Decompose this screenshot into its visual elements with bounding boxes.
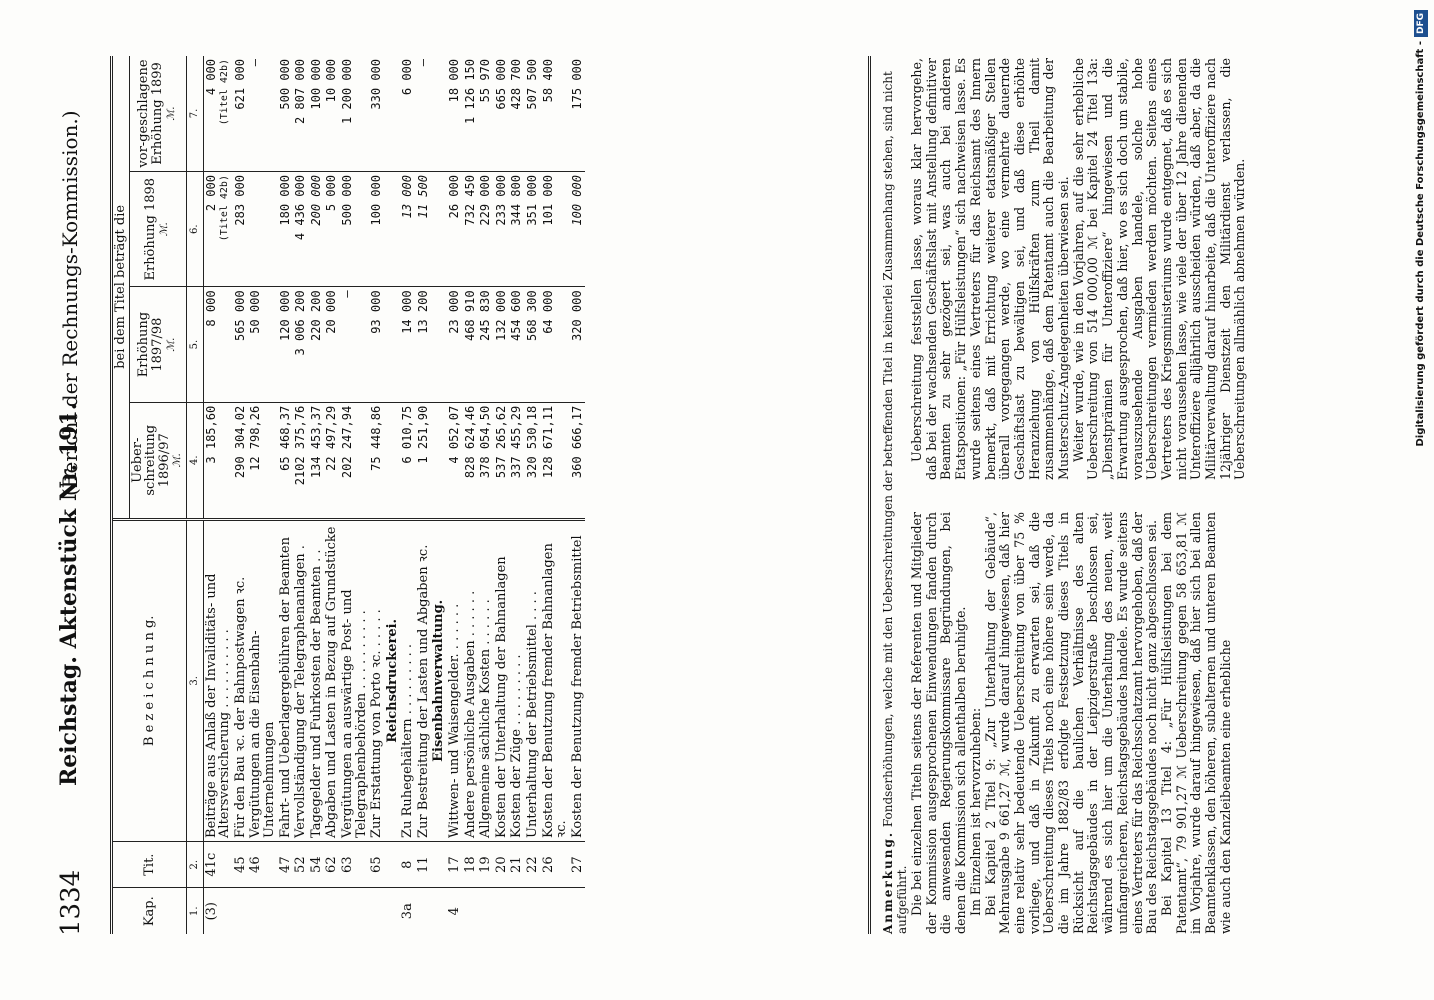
cell-erhoehung-1898: 13 000 [400, 172, 416, 287]
cell-erhoehung-1898: 200 000 [309, 172, 325, 287]
cell-erhoehung-1897: 20 000 [324, 287, 340, 402]
col-header-kap: Kap. [112, 888, 187, 934]
cell-erhoehung-1898: 26 000 [447, 172, 463, 287]
cell-erhoehung-1898: 5 000 [324, 172, 340, 287]
cell-erhoehung-1897: 3 006 200 [293, 287, 309, 402]
dfg-logo: DFG [1414, 10, 1428, 37]
cell-erhoehung-1897: 132 000 [494, 287, 510, 402]
cell-ueberschreitung: 65 468,37 [278, 402, 294, 519]
col-header-5: Erhöhung 1897/98 ℳ. [129, 287, 186, 402]
page-header [56, 56, 96, 936]
cell-kap [570, 888, 586, 934]
table-row [248, 56, 277, 934]
cell-erhoehung-1897: 565 000 [233, 287, 249, 402]
col-number: 3. [186, 519, 203, 841]
cell-bezeichnung: Abgaben und Lasten in Bezug auf Grundstücke [324, 519, 340, 841]
cell-tit: 19 [478, 841, 494, 887]
cell-tit: 18 [463, 841, 479, 887]
cell-ueberschreitung: 4 052,07 [447, 402, 463, 519]
cell-tit: 21 [509, 841, 525, 887]
table-row [324, 56, 340, 934]
cell-erhoehung-1899: 175 000 [570, 56, 586, 172]
cell-kap [340, 888, 369, 934]
col-number: 1. [186, 888, 203, 934]
cell-kap: (3) [203, 901, 219, 921]
cell-erhoehung-1898: 233 000 [494, 172, 510, 287]
digitization-text: Digitalisierung gefördert durch die Deutsche Forschungsgemeinschaft - [1415, 41, 1426, 447]
cell-erhoehung-1897: 245 830 [478, 287, 494, 402]
cell-bezeichnung: Zur Erstattung von Porto ꝛc. . . . . . [369, 519, 385, 841]
page-subtitle: (Bericht der Rechnungs-Kommission.) [58, 110, 82, 496]
cell-kap: 3a [400, 903, 416, 920]
table-row [233, 56, 249, 934]
cell-kap [478, 888, 494, 934]
cell-bezeichnung: Für den Bau ꝛc. der Bahnpostwagen ꝛc. [233, 519, 249, 841]
cell-erhoehung-1897: 64 000 [541, 287, 570, 402]
cell-bezeichnung: Kosten der Züge . . . . . . . . . [509, 519, 525, 841]
cell-bezeichnung: Wittwen- und Waisengelder. . . . . . . [447, 519, 463, 841]
paragraph: Die bei einzelnen Titeln seitens der Referenten und Mitglieder der Kommission ausgesprochenen Einwendungen fanden durch die anwesenden Regierungskommissare Begründungen, bei denen die Kommission sich allenthalben beruhigte. [909, 512, 969, 934]
text-column-left [910, 512, 1233, 934]
table-row [369, 56, 385, 934]
cell-erhoehung-1897: 23 000 [447, 287, 463, 402]
cell-ueberschreitung: 337 455,29 [509, 402, 525, 519]
cell-erhoehung-1899: 4 000 (Titel 42b) [203, 56, 233, 172]
footnote-text: Fondserhöhungen, welche mit den Ueberschreitungen der betreffenden Titel in keinerlei Zusammenhang stehen, sind nicht aufgeführt. [881, 71, 909, 934]
cell-kap [416, 888, 432, 934]
cell-erhoehung-1898: 100 000 [570, 172, 586, 287]
table-row [525, 56, 541, 934]
cell-kap [369, 888, 385, 934]
col-header-tit: Tit. [112, 841, 187, 887]
cell-ueberschreitung: 75 448,86 [369, 402, 385, 519]
cell-erhoehung-1899: 621 000 [233, 56, 249, 172]
cell-erhoehung-1897: 93 000 [369, 287, 385, 402]
cell-bezeichnung: Allgemeine sächliche Kosten . . . . . . [478, 519, 494, 841]
budget-table [110, 56, 585, 934]
cell-erhoehung-1898: 180 000 [278, 172, 294, 287]
cell-erhoehung-1897: 320 000 [570, 287, 586, 402]
paragraph: Bei Kapitel 2 Titel 9: „Zur Unterhaltung der Gebäude“, Mehrausgabe 9 661,27 ℳ, wurde darauf hingewiesen, daß hier eine relativ sehr bedeutende Ueberschreitung von über 75 % vorliege, und daß in Zukunft zu erwarten sei, daß die Ueberschreitung dieses Titels noch eine höhere sein werde, da die im Jahre 1882/83 erfolgte Festsetzung dieses Titels in Rücksicht auf die baulichen Verhältnisse des alten Reichstagsgebäudes in der Leipzigerstraße beschlossen sei, während es sich hier um die Unterhaltung des neuen, weit umfangreicheren, Reichstagsgebäudes handele. Es wurde seitens eines Vertreters für das Reichsschatzamt hervorgehoben, daß der Bau des Reichstagsgebäudes noch nicht ganz abgeschlossen sei. [982, 512, 1160, 934]
cell-ueberschreitung: 134 453,37 [309, 402, 325, 519]
table-row [203, 56, 233, 934]
cell-erhoehung-1898: 500 000 [340, 172, 369, 287]
cell-ueberschreitung: 320 530,18 [525, 402, 541, 519]
col-number: 2. [186, 841, 203, 887]
cell-erhoehung-1898: 2 000 (Titel 42b) [203, 172, 233, 287]
cell-erhoehung-1897: 13 200 [416, 287, 432, 402]
cell-ueberschreitung: 202 247,94 [340, 402, 369, 519]
col-header-bezeichnung: B e z e i c h n u n g. [112, 519, 187, 841]
cell-erhoehung-1898: 101 000 [541, 172, 570, 287]
table-row [447, 56, 463, 934]
table-row [478, 56, 494, 934]
cell-bezeichnung: Zur Bestreitung der Lasten und Abgaben ꝛc. [416, 519, 432, 841]
cell-ueberschreitung: 6 010,75 [400, 402, 416, 519]
cell-tit: 52 [293, 841, 309, 887]
cell-ueberschreitung: 22 497,29 [324, 402, 340, 519]
cell-tit: 47 [278, 841, 294, 887]
cell-bezeichnung: Vervollständigung der Telegraphenanlagen . [293, 519, 309, 841]
cell-tit: 27 [570, 841, 586, 887]
col-header-7: vor-geschlagene Erhöhung 1899 ℳ. [129, 56, 186, 172]
cell-tit: 54 [309, 841, 325, 887]
paragraph: Bei Kapitel 13 Titel 4: „Für Hülfsleistungen bei dem Patentamt“, 79 901,27 ℳ Ueberschreitung gegen 58 653,81 ℳ im Vorjahre, wurde darauf hingewiesen, daß hier sich bei allen Beamtenklassen, den höheren, subalternen und unteren Beamten wie auch den Kanzleibeamten eine erhebliche [1158, 512, 1233, 934]
cell-kap [278, 888, 294, 934]
table-row [400, 56, 416, 934]
cell-erhoehung-1899: 18 000 [447, 56, 463, 172]
cell-erhoehung-1899: 2 807 000 [293, 56, 309, 172]
table-section-row [431, 56, 447, 934]
cell-erhoehung-1897: 468 910 [463, 287, 479, 402]
cell-tit: 17 [447, 841, 463, 887]
cell-kap [525, 888, 541, 934]
cell-bezeichnung: Fahrt- und Ueberlagergebühren der Beamten [278, 519, 294, 841]
cell-erhoehung-1897: 8 000 [203, 287, 233, 402]
cell-erhoehung-1899: 507 500 [525, 56, 541, 172]
table-row [494, 56, 510, 934]
cell-erhoehung-1898: 4 436 000 [293, 172, 309, 287]
cell-bezeichnung: Beiträge aus Anlaß der Invaliditäts- und Altersversicherung . . . . . . . . . . [203, 519, 233, 841]
table-row [293, 56, 309, 934]
cell-erhoehung-1899: 100 000 [309, 56, 325, 172]
table-row [416, 56, 432, 934]
cell-erhoehung-1897: 14 000 [400, 287, 416, 402]
cell-tit: 11 [416, 841, 432, 887]
cell-bezeichnung: Kosten der Benutzung fremder Betriebsmittel [570, 519, 586, 841]
table-section-row [385, 56, 401, 934]
section-heading: Reichsdruckerei. [385, 519, 401, 841]
cell-ueberschreitung: 12 798,26 [248, 402, 277, 519]
cell-erhoehung-1899: 500 000 [278, 56, 294, 172]
digitization-credit [1410, 10, 1432, 990]
cell-erhoehung-1898: 351 000 [525, 172, 541, 287]
cell-kap [248, 888, 277, 934]
cell-kap [494, 888, 510, 934]
page-title: Reichstag. Aktenstück Nr. 191. [56, 402, 82, 786]
col-number: 4. [186, 402, 203, 519]
cell-erhoehung-1897: 454 600 [509, 287, 525, 402]
cell-ueberschreitung: 3 185,60 [203, 402, 233, 519]
cell-erhoehung-1897: 120 000 [278, 287, 294, 402]
footnote-label: Anmerkung. [881, 830, 895, 934]
cell-erhoehung-1899: 1 126 150 [463, 56, 479, 172]
col-header-4: Ueber-schreitung 1896/97 ℳ. [129, 402, 186, 519]
section-heading: Eisenbahnverwaltung. [431, 519, 447, 841]
cell-erhoehung-1899: 58 400 [541, 56, 570, 172]
cell-ueberschreitung: 360 666,17 [570, 402, 586, 519]
col-header-group: bei dem Titel beträgt die [112, 56, 130, 519]
cell-bezeichnung: Vergütungen an die Eisenbahn-Unternehmungen [248, 519, 277, 841]
cell-erhoehung-1899: — [248, 56, 277, 172]
table-row [340, 56, 369, 934]
cell-kap [309, 888, 325, 934]
cell-tit: 20 [494, 841, 510, 887]
text-column-right [910, 58, 1248, 480]
cell-ueberschreitung: 290 304,02 [233, 402, 249, 519]
cell-kap [541, 888, 570, 934]
cell-erhoehung-1898: 344 800 [509, 172, 525, 287]
cell-bezeichnung: Tagegelder und Fuhrkosten der Beamten . . [309, 519, 325, 841]
cell-erhoehung-1898 [248, 172, 277, 287]
cell-bezeichnung: Vergütungen an auswärtige Post- und Telegraphenbehörden . . . . . . . . . . [340, 519, 369, 841]
table-row [309, 56, 325, 934]
col-number: 7. [186, 56, 203, 172]
cell-tit: 26 [541, 841, 570, 887]
table-row [541, 56, 570, 934]
cell-ueberschreitung: 128 671,11 [541, 402, 570, 519]
cell-erhoehung-1897: 568 300 [525, 287, 541, 402]
column-number-row [186, 56, 203, 934]
page-number: 1334 [56, 869, 86, 936]
table-row [570, 56, 586, 934]
cell-kap [324, 888, 340, 934]
cell-tit: 41c [203, 841, 233, 887]
cell-kap [509, 888, 525, 934]
cell-bezeichnung: Unterhaltung der Betriebsmittel . . . . [525, 519, 541, 841]
cell-kap [463, 888, 479, 934]
cell-erhoehung-1898: 283 000 [233, 172, 249, 287]
footnote [868, 56, 909, 934]
cell-tit: 46 [248, 841, 277, 887]
cell-erhoehung-1899: 6 000 [400, 56, 416, 172]
col-header-6: Erhöhung 1898 ℳ. [129, 172, 186, 287]
cell-erhoehung-1898: 732 450 [463, 172, 479, 287]
cell-erhoehung-1899: 55 970 [478, 56, 494, 172]
cell-tit: 8 [400, 841, 416, 887]
cell-erhoehung-1899: 665 000 [494, 56, 510, 172]
cell-ueberschreitung: 378 054,50 [478, 402, 494, 519]
paragraph: Ueberschreitung feststellen lasse, woraus klar hervorgehe, daß bei der wachsenden Geschäftslast mit Anstellung definitiver Beamten zu sehr gezögert sei, was auch bei anderen Etatspositionen: „Für Hülfsleistungen“ sich nachweisen lasse. Es wurde seitens eines Vertreters für das Reichsamt des Innern bemerkt, daß mit Errichtung weiterer etatsmäßiger Stellen überall vorgegangen werde, wo eine vermehrte dauernde Geschäftslast zu bewältigen sei, und daß diese erhöhte Heranziehung von Hülfskräften zum Theil damit zusammenhänge, daß dem Patentamt auch die Bearbeitung der Musterschutz-Angelegenheiten überwiesen sei. [909, 58, 1072, 480]
cell-erhoehung-1897: 50 000 [248, 287, 277, 402]
paragraph: Im Einzelnen ist hervorzuheben: [967, 707, 983, 916]
col-number: 5. [186, 287, 203, 402]
cell-kap: 4 [447, 907, 463, 916]
cell-erhoehung-1897: — [340, 287, 369, 402]
paragraph: Weiter wurde, wie in den Vorjahren, auf die sehr erhebliche Ueberschreitung von 514 000,00 ℳ bei Kapitel 24 Titel 13a: „Dienstprämien für Unteroffiziere“ hingewiesen und die Erwartung ausgesprochen, daß hier, wo es sich doch um stabile, vorauszusehende Ausgaben handele, solche hohe Ueberschreitungen vermieden werden möchten. Seitens eines Vertreters des Kriegsministeriums wurde entgegnet, daß es sich nicht voraussehen lasse, wie viele der über 12 Jahre dienenden Unteroffiziere alljährlich ausscheiden würden, daß aber, da die Militärverwaltung darauf hinarbeite, daß die Unteroffiziere nach 12jähriger Dienstzeit den Militärdienst verlassen, die Ueberschreitungen allmählich abnehmen würden. [1070, 58, 1248, 480]
cell-bezeichnung: Kosten der Benutzung fremder Bahnanlagen ꝛc. [541, 519, 570, 841]
table-body [203, 56, 585, 934]
cell-bezeichnung: Kosten der Unterhaltung der Bahnanlagen [494, 519, 510, 841]
cell-ueberschreitung: 537 265,62 [494, 402, 510, 519]
cell-bezeichnung: Zu Ruhegehältern . . . . . . . . . [400, 519, 416, 841]
cell-erhoehung-1897: 220 200 [309, 287, 325, 402]
cell-kap [293, 888, 309, 934]
col-number: 6. [186, 172, 203, 287]
cell-ueberschreitung: 1 251,90 [416, 402, 432, 519]
table-row [509, 56, 525, 934]
cell-ueberschreitung: 2102 375,76 [293, 402, 309, 519]
cell-tit: 65 [369, 841, 385, 887]
cell-erhoehung-1898: 229 000 [478, 172, 494, 287]
cell-erhoehung-1899: — [416, 56, 432, 172]
table-row [463, 56, 479, 934]
cell-kap [233, 888, 249, 934]
cell-tit: 22 [525, 841, 541, 887]
table-row [278, 56, 294, 934]
cell-tit: 62 [324, 841, 340, 887]
cell-erhoehung-1899: 1 200 000 [340, 56, 369, 172]
cell-tit: 63 [340, 841, 369, 887]
cell-erhoehung-1899: 330 000 [369, 56, 385, 172]
cell-tit: 45 [233, 841, 249, 887]
cell-ueberschreitung: 828 624,46 [463, 402, 479, 519]
cell-erhoehung-1898: 100 000 [369, 172, 385, 287]
cell-erhoehung-1898: 11 500 [416, 172, 432, 287]
cell-erhoehung-1899: 428 700 [509, 56, 525, 172]
cell-erhoehung-1899: 10 000 [324, 56, 340, 172]
cell-bezeichnung: Andere persönliche Ausgaben . . . . . . [463, 519, 479, 841]
